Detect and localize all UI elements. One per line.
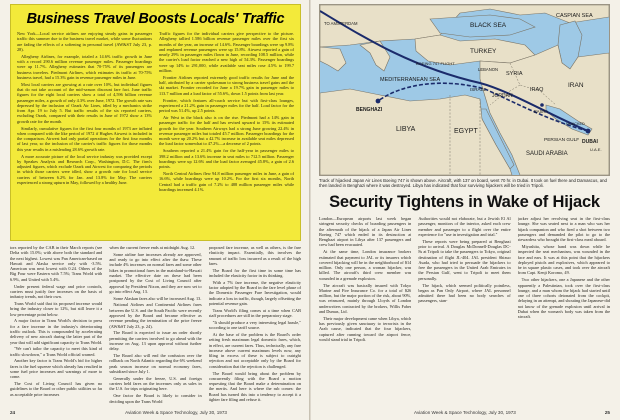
paragraph: Most local carriers are growing at a rate over 10%, but individual figures that do not take account of the mid-season discount fare fact. June traffic figures for the eight local carriers show a total of 4,596 billion revenue passenger miles, a growth of only 4.3% over June, 1972. The growth rate was depressed by the inclusion of Ozark Air Lines, idled by a mechanics strike from Apr. 19 to July 5. But traffic results of the six reported carriers, excluding Ozark, compared with their results in June of 1972 show a 13% growth rate for the month. [17,81,152,124]
paragraph: London—European airports last week began stringent security checks of boarding passengers in the aftermath of the hijack of a Japan Air Lines Boeing 747 which ended in its destruction at Benghazi airport in Libya after 137 passengers and crew had been evacuated. [319,216,412,248]
benghazi-marker [376,99,381,104]
paragraph: when the current freeze ends at midnight Aug. 12. [109,245,196,250]
label-jordan: JORDAN [492,93,513,99]
paragraph: Trans World's filing comes at a time when CAB staff procedures are still in the preparatory stage. [208,307,301,319]
boxed-article [10,4,301,241]
paragraph: National Airlines and Continental Airlines fares between the U.S. and the South Pacific were recently approved by the Board and became effective as revenue pending the termination of the price freeze (AW&ST July 23, p. 24). [109,302,202,329]
label-egypt: EGYPT [454,128,478,135]
basra-marker [540,103,544,107]
label-iran: IRAN [568,82,584,89]
paragraph: Generally under the freeze, U.S. and foreign carriers held fares on the increases only as sales in the U.S. for trips originating here. [109,375,202,392]
paragraph: The hijack, which seemed politically pointless, began as Pan Only Airport, where JAL personnel admitted there had been no body searches of passengers, stan- [418,282,511,304]
paragraph: Some airline fare increases already are approved, and ready to go into effect after the thaw. These include 4% increases on normal fares and some other hikes in promotional fares in the mainland-to-Hawaii market. The effective date on these had been postponed by the Cost of Living Council after approval by President Nixon, and they are now set to go into effect Aug. 13. [109,251,202,294]
right-body-column-2 [418,216,510,406]
paragraph: The Board for the first time in some time has included the elasticity factor in its thinking. [208,267,301,278]
paragraph: These reports were being prepared at Benghazi prior to arrival. A Douglas McDonnell-Douglas DC-8s at Tripoli to take the passengers to Tokyo, original destination of flight JL-404. JAL president Shizuo Asada, who had tried to persuade the hijackers to free the passengers in the United Arab Emirates in the Persian Gulf, went to Tripoli to meet them personally. [418,238,511,281]
paragraph: New York—Local service airlines are enjoying steady gains in passenger traffic this summer due to the business travel market, while some fluctuations are fading the effects of a softening in personal travel (AW&ST July 23, p. 28). [17,31,152,52]
right-page-body [319,216,610,406]
map-caption: Track of hijacked Japan Air Lines Boeing 747 is shown above. Aircraft, with 137 on board, went 70 hr. in Dubai. It took on fuel there and Damascus, and then landed in Benghazi where it was destroyed. Libya has indicated that four surviving hijackers will be tried in Tripoli. [319,178,607,189]
label-flight: BOEING 747 FLIGHT [416,61,455,66]
article-headline: Security Tightens in Wake of Hijack [329,193,600,211]
left-body-column-3 [209,245,301,405]
boxed-article-title: Business Travel Boosts Locals' Traffic [26,11,285,27]
dubai-marker [586,129,591,134]
page-number: 25 [604,409,610,415]
paragraph: Two other hijackers, one a Japanese and the other apparently a Palestinian, took over the first-class lounge, and a man whom the hijack had started until one of three cohorts detonated from the cockpit, delaying in an attempt, and shouting the Japanese-did not know of the grenade explosion until arrival in Dubai when the woman's body was taken from the aircraft. [517,277,610,320]
label-caspian-sea: CASPIAN SEA [556,13,593,19]
left-body-column-2 [109,245,201,405]
paragraph: One factor the Board is likely to consider in deciding upon the Trans World [109,393,202,404]
paragraph: At the same time, London insurance brokers estimated that payment to JAL or its insurers which covered hijacking will be in the neighborhood of $14 million. Only one person, a woman hijacker, was killed. The aircraft's third crew member was wounded in a grenade explosion. [319,249,412,281]
right-body-column-3 [518,216,610,406]
paragraph: Another key factor is Trans World's bid for higher fares is the fuel squeeze which already has resulted in some fuel price increases and warnings of more to come. [10,358,103,380]
paragraph: The Board is expected to issue an order shortly permitting the carriers involved to go ahead with the increase on Aug. 13 upon approval without further delay. [109,330,202,352]
paragraph: Similarly, cumulative figures for the first four months of 1973 are inflated when compared with the like period of 1972 if Hughes Airwest is included in the comparison. Airwest had only partial operations for the first four months of last year, so the inclusion of the carrier's traffic figures for those months this year results in a misleading 28.6% growth rate. [17,125,152,152]
paragraph: A more accurate picture of the local service industry was provided except by Speakes Analysis and Research Corp., Washington, D.C. The firm's adjusted figures, which exclude Ozark and Airwest for comparing the periods in which those carriers were idled, show a growth rate for local service carriers of between 6.2% for Jan. and 13.8% for May. The carriers experienced a strong upturn in May, followed by a healthy June. [17,153,152,186]
paragraph: Some Alaskan fares also will be increased Aug. 13. [113,295,202,301]
label-turkey: TURKEY [470,48,497,55]
paragraph: The Board would bring about the problem by concurrently filing with the Board a motion requesting that the Board make a determination on the merits. And here is where the rub comes: the Board has turned this into a tendency to accept it a tighter fare filing and refuse it. [208,370,301,403]
hijack-route-map [319,4,610,176]
paragraph: "It should produce a very interesting legal hassle," according to one tariff source. [208,319,301,331]
map-svg [320,5,609,175]
label-black-sea: BLACK SEA [470,22,507,29]
label-uae: U.A.E. [590,147,602,152]
paragraph: The Board also will end the confusion over the rollback on North Atlantic regarding the 6% weekend peak season increase on normal economy fares, subsidized since July 1. [109,353,202,375]
paragraph: A major factor in Trans World's decision to press for a fare increase in the industry's deteriorating traffic outlook. This is compounded by accelerating delivery of new aircraft during the latter part of the year that will add significant capacity to Trans World. [10,318,103,345]
paragraph: At the base of the problem is the Board's order setting fresh maximum legal domestic fares, which, in effect, are current fares. Thus, technically, any fare increase above current maximum levels now, any filing in excess of these is subject to outright rejection and not acceptable only by the Board for consideration that the rejection is challenged. [208,331,301,369]
paragraph: Allegheny Airlines, for example, totaled a 14.6% traffic growth in June with a record 290.6 million revenue passenger miles. Passenger boardings were up 11.7%. Allegheny estimates that 70-75% of its passengers are business travelers. Piedmont Airlines, which estimates its traffic at 70-75% business travel, had a 15.3% gain in revenue passenger miles in June. [17,53,152,80]
paragraph: Frontier Airlines reported extremely good traffic results for June and the half, attributed by a carrier spokesman to strong business travel gains and the ski market. Frontier recorded for June a 19.7% gain in passenger miles to 113.7 million and a load factor of 55.6%, down 1.5 points from last year. [159,74,294,96]
paragraph: The aircraft was basically insured with Tokyo Marine and Fire Insurance Co. for a total of $26 million, but the major portion of the risk, about 90%, was reinsured, mainly through Lloyds of London underwriters contracted by the brokers, Willis Faber and Dumas, Ltd. [319,282,412,315]
label-benghazi: BENGHAZI [356,107,383,113]
paragraph: With a 7% fare increase, the negative elasticity factor adopted by the Board in the fare level phase of the Domestic Passenger Fare Investigation, would indicate a loss in traffic, though, largely offsetting the potential revenue gain. [208,279,301,306]
paragraph: Southern reported a 21.4% gain for the half-year in passenger miles to 398.2 million and a 13.6% increase in seat miles to 712.5 million. Passenger boardings were up 12.6% and the load factor averaged 45.8%, a gain of 2.6 points. [159,148,294,170]
paragraph: Traffic figures for the individual carriers give perspective to the picture. Allegheny tallied 1.586 billion revenue passenger miles over the first six months of the year, an increase of 14.6%. Passenger boardings were up 9.8% and enplaned revenue passengers were up 15.8%. Airwest reported a gain of nearly 29% in passenger miles flown in June, recording 108.5 million, while the carrier's load factor reached a new high of 54.3%. Passenger boardings were up 14% to 291,000, while available seat miles rose 4.5% to 199.7 million. [159,31,294,74]
label-saudi-arabia: SAUDI ARABIA [526,151,568,157]
paragraph: Under present federal wage and price controls, carriers must justify fare increases on the basis of industry trends, not their own. [10,283,103,300]
left-body-column-1 [10,245,102,405]
boxed-column-2 [159,31,294,194]
label-lebanon: LEBANON [478,67,499,72]
paragraph: tors reported by the CAB in their March reports (see Delta with 15.0%; with above both the standard and the next highest. Lowest was Pan American-based on Hawaii and Alaska service only with -3.5%. American was next lowest with 0.24. Others of the Big Four were Eastern with 7.5%; Trans World with 6.9%, and United with 5.4%. [10,245,103,282]
paragraph: "We can't tailor the capacity to meet this kind of traffic slowdown," a Trans World official warned. [10,346,103,357]
page-number: 24 [10,409,16,415]
label-mediterranean: MEDITERRANEAN SEA [380,77,441,83]
paragraph: Frontier, which features all-coach service but with first-class lounges, experienced a 21.2% gain in passenger miles for the half. Load factor for the period was 51.4%, up 2.5 points. [159,97,294,114]
label-israel: ISRAEL [470,87,487,92]
paragraph: Miyashita, whose hand was down while he inspected the seat mechanism, was wounded in the face and ears. It was at this point that the hijackers deployed pistols and explosives, which appeared to be in square plastic cases, and took over the aircraft from Capt. Kenji Koromo, 49. [517,243,610,276]
boxed-column-1 [17,31,152,194]
right-body-column-1 [319,216,411,406]
paragraph: North Central Airlines flew 94.8 million passenger miles in June, a gain of 16.6%, while boardings were up 10.2%. For the first six months, North Central had a traffic gain of 7.2% to 488 million passenger miles while boardings increased 4.1%. [159,170,294,192]
left-page-body [10,245,301,405]
left-page-footer [10,408,301,416]
paragraph: Authorities would not elaborate, but a Jewish El Al passenger, monitors of the interior, asked each crew member and passenger to a flight over the entire experience for "use in investigation and trial." [418,216,511,237]
label-dubai: DUBAI [582,139,598,145]
label-persian-gulf: PERSIAN GULF [544,138,580,143]
label-syria: SYRIA [506,71,523,77]
paragraph: Trans World said that its proposed increase would bring the industry closer to 12%, but still leave it a low percentage point below. [10,300,103,317]
paragraph: Air West in the black also is on the rise. Piedmont had a 14% gain in passenger traffic for the half and has revised upward to 15% its estimated growth for the year. Southern Airways had a strong June growing 22.4% in revenue passenger miles but totaled 45.7 million. Passenger boardings for the month were up 20.2% but a 42.7% increase in available seat miles depressed the load factor somewhat to 47.2%—a decrease of 2 points. [159,114,294,147]
label-basra: BASRA [534,109,549,114]
publication-line: Aviation Week & Space Technology, July 30, 1973 [125,409,227,415]
paragraph: jacker adjust her revolving seat in the first-class lounge. She was seated next to a man who was her hijack companion and who fired a shot between two passengers and demanded the pilot to go to the stewardess who brought the first-class meal aboard. [517,216,610,243]
publication-line: Aviation Week & Space Technology, July 30, 1973 [414,409,516,415]
page-gutter [309,0,311,420]
paragraph: proposed fare increase, as well as others, is the fare elasticity impact. Essentially, this involves the amount of traffic loss incurred as a result of the high fares. [208,245,301,266]
label-libya: LIBYA [396,126,416,133]
label-amsterdam: TO AMSTERDAM [324,21,358,26]
right-page-footer [319,408,610,416]
paragraph: Their major development came when Libya, which has previously given sanctuary to terrorists in the Arab cause, indicated that the four hijackers, captured after running toward the airport fence, would stand trial in Tripoli. [319,315,412,343]
label-iraq: IRAQ [530,87,544,93]
label-hijacked: HIJACKED [566,122,585,126]
paragraph: The Cost of Living Council has given no guidelines to the Board or other public utilities so far as acceptable price increases [10,381,103,397]
boxed-article-columns [17,31,294,194]
